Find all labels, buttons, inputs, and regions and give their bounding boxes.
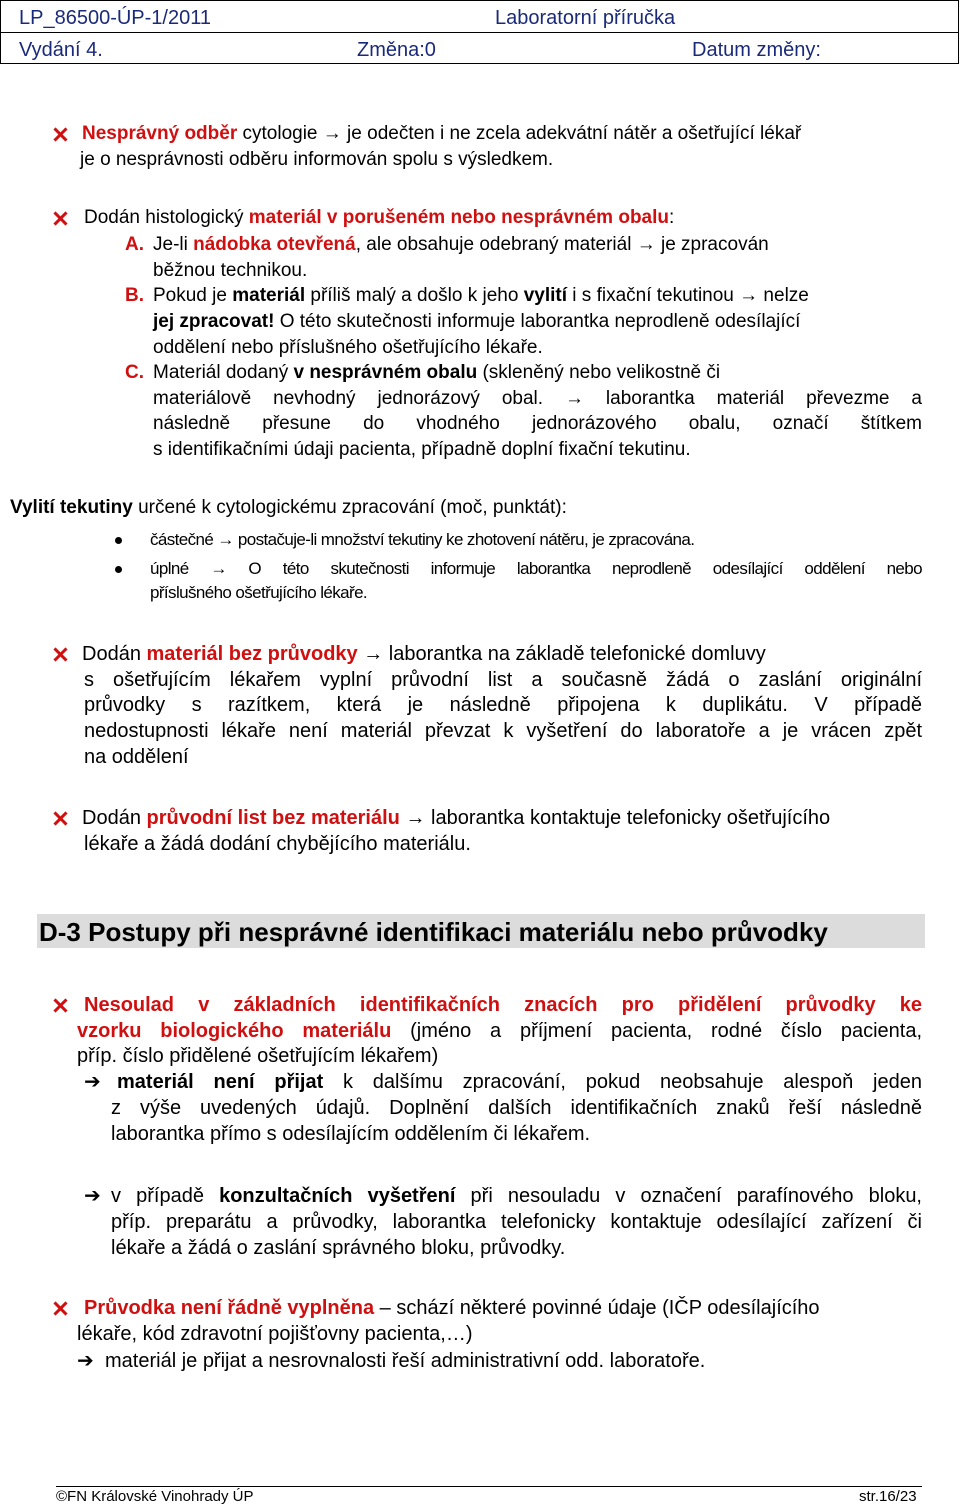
mismatch-arrow-1: [117, 1069, 922, 1095]
spill-bold: Vylití tekutiny: [10, 497, 133, 518]
histo-b-bold-2: vylití: [523, 285, 568, 306]
histo-a-line-2: běžnou technikou.: [153, 260, 308, 281]
histo-a-text-2: , ale obsahuje odebraný materiál → je zpracován: [355, 234, 769, 255]
histo-c: [125, 360, 922, 386]
mismatch-arrow-1-bold: materiál není přijat: [117, 1071, 324, 1093]
header-row-1: [1, 1, 958, 33]
histo-c-text-2: (skleněný nebo velikostně či: [477, 362, 721, 383]
red-cross-icon: [53, 998, 67, 1012]
spill-bullet-2-line-2: příslušného ošetřujícího lékaře.: [150, 583, 368, 602]
histo-c-line-4: s identifikačními údaji pacienta, případně doplní fixační tekutinu.: [153, 439, 691, 460]
no-material-red: průvodní list bez materiálu: [146, 807, 400, 829]
mismatch-red-2: vzorku biologického materiálu: [77, 1020, 392, 1042]
histo-b-text-2: příliš malý a došlo k jeho: [305, 285, 524, 306]
section-title: D-3 Postupy při nesprávné identifikaci materiálu nebo průvodky: [37, 914, 925, 948]
no-form-line-3: průvodky s razítkem, která je následně připojena k duplikátu. V případě: [84, 694, 922, 716]
spill-bullet-2: úplné → O této skutečnosti informuje laborantka neprodleně odesílající oddělení nebo: [150, 559, 922, 578]
no-form-paragraph: [82, 641, 922, 667]
no-form-text: Dodán: [82, 643, 147, 665]
histo-intro-red: materiál v porušeném nebo nesprávném obalu: [248, 207, 670, 228]
mismatch-arrow-2-line-3: lékaře a žádá o zaslání správného bloku, průvodky.: [111, 1237, 566, 1259]
mismatch-arrow-1-line-2: z výše uvedených údajů. Doplnění dalších identifikačních znaků řeší následně: [111, 1097, 922, 1119]
red-cross-icon: [53, 127, 67, 141]
histo-c-bold: v nesprávném obalu: [293, 362, 478, 383]
red-cross-icon: [53, 811, 67, 825]
no-form-text-2: → laborantka na základě telefonické domluvy: [357, 643, 766, 665]
histo-b-line-3: oddělení nebo příslušného ošetřujícího lékaře.: [153, 337, 543, 358]
footer-page: str.16/23: [859, 1488, 917, 1505]
mismatch-line-3: příp. číslo přidělené ošetřujícím lékařem): [77, 1045, 439, 1067]
spill-text: určené k cytologickému zpracování (moč, punktát):: [132, 497, 567, 518]
red-cross-icon: [53, 211, 67, 225]
doc-title: Laboratorní příručka: [495, 7, 676, 29]
red-cross-icon: [53, 647, 67, 661]
mismatch-arrow-2-bold: konzultačních vyšetření: [219, 1185, 456, 1207]
mismatch-arrow-1-line-3: laborantka přímo s odesílajícím oddělením či lékařem.: [111, 1123, 591, 1145]
incomplete-line-2: lékaře, kód zdravotní pojišťovny pacienta,…): [77, 1323, 473, 1345]
histo-c-label: C.: [125, 362, 144, 383]
no-material-line-2: lékaře a žádá dodání chybějícího materiálu.: [84, 833, 471, 855]
incomplete-paragraph: [84, 1295, 922, 1321]
mismatch-arrow-2-line-2: příp. preparátu a průvodky, laborantka telefonicky kontaktuje odesílající zařízení či: [111, 1211, 922, 1233]
mismatch-red: Nesoulad v základních identifikačních znacích pro přidělení průvodky ke: [84, 994, 922, 1016]
mismatch-arrow-1-text: k dalšímu zpracování, pokud neobsahuje alespoň jeden: [323, 1071, 922, 1093]
histo-intro: [84, 205, 924, 231]
arrow-right-icon: ➔: [77, 1350, 94, 1372]
edition: Vydání 4.: [19, 39, 103, 61]
spill-bullet-1: částečné → postačuje-li množství tekutiny ke zhotovení nátěru, je zpracována.: [150, 530, 695, 549]
histo-c-line-3: následně přesune do vhodného jednorázového obalu, označí štítkem: [153, 413, 922, 434]
mismatch-arrow-2-text: v případě: [111, 1185, 220, 1207]
no-material-text: Dodán: [82, 807, 147, 829]
incomplete-arrow: materiál je přijat a nesrovnalosti řeší administrativní odd. laboratoře.: [105, 1350, 706, 1372]
no-material-text-2: → laborantka kontaktuje telefonicky ošetřujícího: [399, 807, 831, 829]
histo-b-bold: materiál: [232, 285, 306, 306]
cytology-paragraph: [82, 121, 922, 147]
arrow-right-icon: ➔: [84, 1071, 101, 1093]
change-date: Datum změny:: [692, 39, 821, 61]
bullet-icon: [115, 537, 122, 544]
red-cross-icon: [53, 1301, 67, 1315]
histo-b-text-4: O této skutečnosti informuje laborantka neprodleně odesílající: [274, 311, 801, 332]
incomplete-red: Průvodka není řádně vyplněna: [84, 1297, 375, 1319]
mismatch-arrow-2-text-2: při nesouladu v označení parafínového bloku,: [455, 1185, 922, 1207]
no-material-paragraph: [82, 805, 922, 831]
histo-b-bold-3: jej zpracovat!: [153, 311, 275, 332]
histo-b-text: Pokud je: [153, 285, 233, 306]
cytology-text: cytologie → je odečten i ne zcela adekvátní nátěr a ošetřující lékař: [237, 123, 802, 144]
no-form-line-5: na oddělení: [84, 746, 189, 768]
arrow-right-icon: ➔: [84, 1185, 101, 1207]
histo-c-line-2: materiálově nevhodný jednorázový obal. → laborantka materiál převezme a: [153, 388, 922, 409]
footer-left: ©FN Královské Vinohrady ÚP: [56, 1488, 254, 1505]
no-form-red: materiál bez průvodky: [146, 643, 358, 665]
no-form-line-4: nedostupnosti lékaře není materiál převzat k vyšetření do laboratoře a je vrácen zpět: [84, 720, 922, 742]
histo-b-label: B.: [125, 285, 144, 306]
histo-b-text-3: i s fixační tekutinou → nelze: [567, 285, 809, 306]
cytology-red-label: Nesprávný odběr: [82, 123, 238, 144]
spill-paragraph: [10, 495, 922, 521]
histo-a-text: Je-li: [153, 234, 194, 255]
document-header: [0, 0, 959, 64]
mismatch-text: (jméno a příjmení pacienta, rodné číslo pacienta,: [391, 1020, 922, 1042]
header-row-2: [1, 33, 958, 64]
histo-c-text: Materiál dodaný: [153, 362, 294, 383]
doc-id: LP_86500-ÚP-1/2011: [19, 7, 211, 29]
histo-a-red: nádobka otevřená: [193, 234, 356, 255]
mismatch-arrow-2: [111, 1183, 922, 1209]
mismatch-line-2: [77, 1018, 922, 1044]
no-form-line-2: s ošetřujícím lékařem vyplní průvodní list a současně žádá o zaslání originální: [84, 669, 922, 691]
histo-intro-text: Dodán histologický: [84, 207, 249, 228]
histo-a: [125, 232, 922, 258]
histo-intro-colon: :: [669, 207, 675, 228]
change: Změna:0: [357, 39, 436, 61]
mismatch-line-1: [84, 992, 922, 1018]
bullet-icon: [115, 566, 122, 573]
histo-b-line-2: [153, 309, 922, 335]
incomplete-text: – schází některé povinné údaje (IČP odesílajícího: [374, 1297, 820, 1319]
histo-b: [125, 283, 922, 309]
cytology-line-2: je o nesprávnosti odběru informován spolu s výsledkem.: [80, 149, 554, 170]
histo-a-label: A.: [125, 234, 144, 255]
